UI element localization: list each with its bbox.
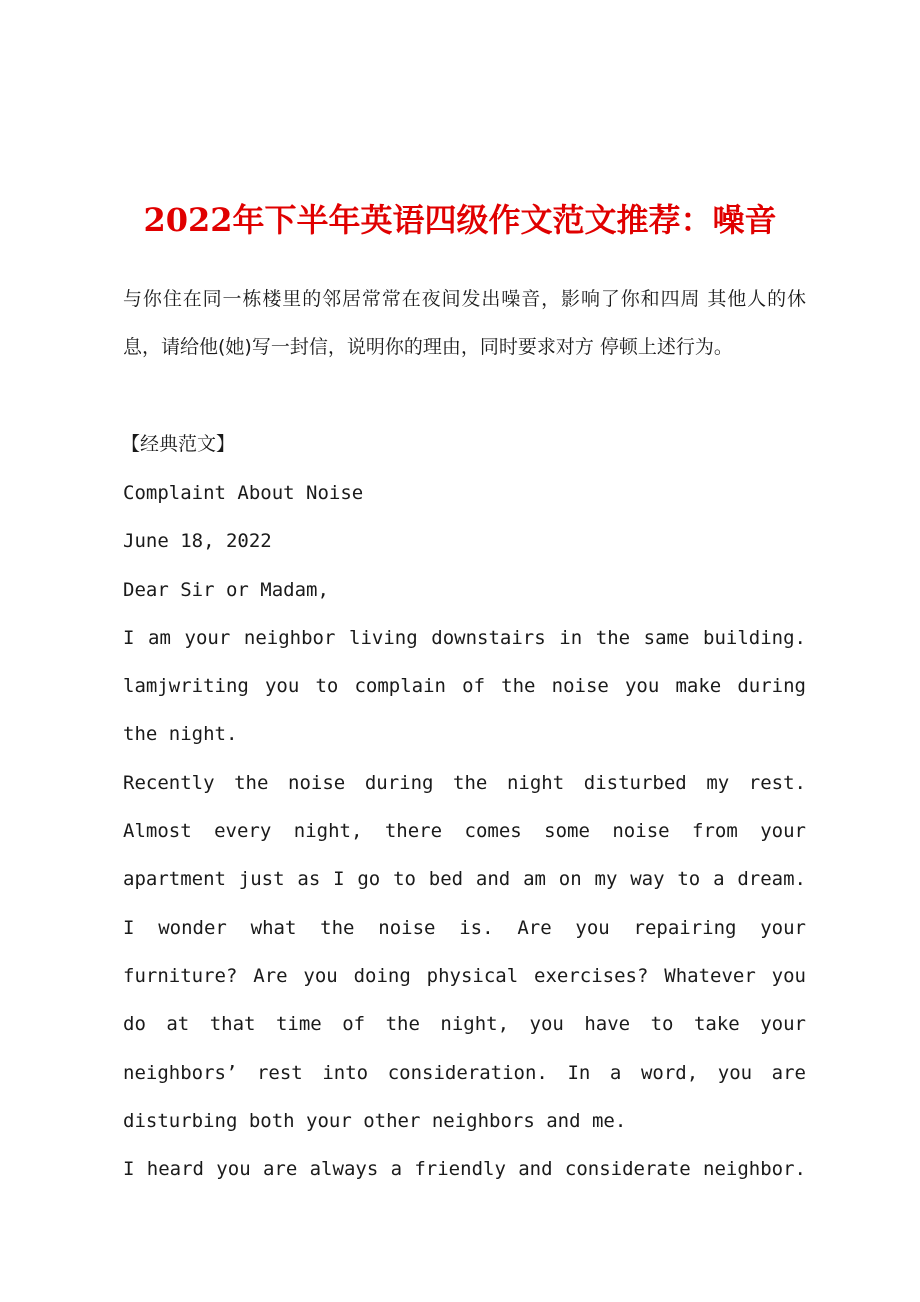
essay-salutation: Dear Sir or Madam, bbox=[123, 578, 329, 601]
essay-paragraph: Recently the noise during the night disturbed my rest. Almost every night, there comes some noise from your apartment just as I go to bed and am on my way to a dream. I wonder what the noise is. Are you repairing your furniture? Are you doing physical exercises? Whatever you do at that time of the night, you have to take your neighbors’ rest into consideration. In a word, you are disturbing both your other neighbors and me. bbox=[123, 771, 806, 1132]
essay-heading: Complaint About Noise bbox=[123, 482, 364, 504]
section-label: 【经典范文】 bbox=[121, 433, 236, 455]
essay-paragraph: I am your neighbor living downstairs in the same building. lamjwriting you to complain of the noise you make during the night. bbox=[123, 626, 806, 746]
essay-prompt: 与你住在同一栋楼里的邻居常常在夜间发出噪音，影响了你和四周 其他人的休息，请给他(她)写一封信，说明你的理由，同时要求对方 停顿上述行为。 bbox=[123, 288, 806, 358]
essay-paragraph: I heard you are always a friendly and considerate neighbor. bbox=[123, 1158, 806, 1181]
essay-date: June 18, 2022 bbox=[123, 530, 272, 553]
document-title: 2022年下半年英语四级作文范文推荐：噪音 bbox=[143, 201, 777, 239]
essay-body bbox=[123, 469, 806, 1193]
